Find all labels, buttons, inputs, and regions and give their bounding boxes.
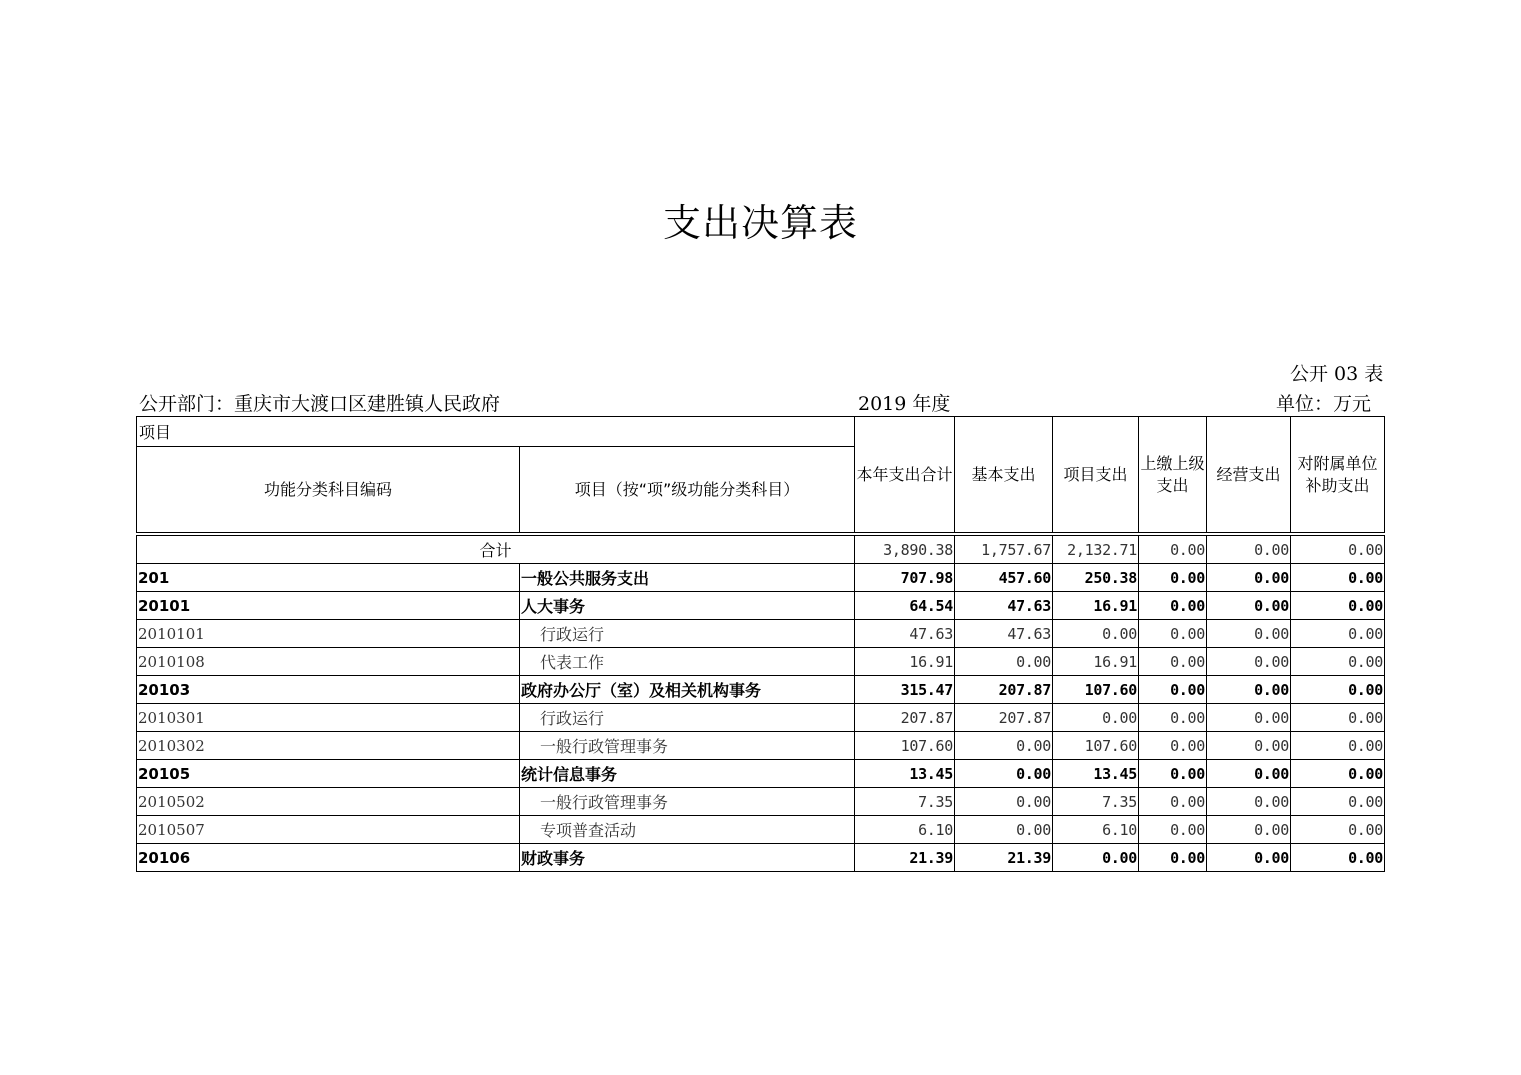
year-label: 2019 年度: [858, 393, 951, 415]
table-row: [137, 732, 1385, 760]
row-code: 2010507: [137, 816, 520, 844]
total-value: 1,757.67: [955, 536, 1053, 564]
total-value: 0.00: [1291, 536, 1385, 564]
row-value: 0.00: [1291, 844, 1385, 872]
row-value: 107.60: [855, 732, 955, 760]
total-value: 3,890.38: [855, 536, 955, 564]
row-name: 财政事务: [520, 844, 855, 872]
header-project: 项目支出: [1053, 417, 1139, 533]
row-code: 2010502: [137, 788, 520, 816]
row-value: 6.10: [855, 816, 955, 844]
row-value: 0.00: [1291, 564, 1385, 592]
row-code: 20101: [137, 592, 520, 620]
row-value: 16.91: [1053, 592, 1139, 620]
row-code: 201: [137, 564, 520, 592]
row-value: 0.00: [1139, 844, 1207, 872]
row-value: 0.00: [955, 648, 1053, 676]
total-value: 0.00: [1207, 536, 1291, 564]
header-item: 项目: [137, 417, 855, 447]
row-code: 2010301: [137, 704, 520, 732]
row-value: 0.00: [1053, 620, 1139, 648]
row-value: 207.87: [955, 676, 1053, 704]
row-code: 2010101: [137, 620, 520, 648]
row-name: 统计信息事务: [520, 760, 855, 788]
header-business: 经营支出: [1207, 417, 1291, 533]
row-value: 0.00: [1207, 676, 1291, 704]
row-value: 0.00: [1207, 648, 1291, 676]
row-value: 64.54: [855, 592, 955, 620]
row-code: 20105: [137, 760, 520, 788]
row-value: 207.87: [855, 704, 955, 732]
row-value: 0.00: [955, 760, 1053, 788]
row-value: 0.00: [1207, 620, 1291, 648]
row-name: 行政运行: [520, 704, 855, 732]
row-value: 0.00: [1207, 592, 1291, 620]
row-value: 0.00: [1139, 676, 1207, 704]
row-name: 一般行政管理事务: [520, 788, 855, 816]
row-value: 0.00: [1291, 592, 1385, 620]
row-value: 107.60: [1053, 676, 1139, 704]
table-row: [137, 844, 1385, 872]
row-code: 20103: [137, 676, 520, 704]
row-value: 7.35: [1053, 788, 1139, 816]
row-value: 0.00: [1207, 844, 1291, 872]
total-row: [137, 536, 1385, 564]
row-value: 0.00: [1207, 732, 1291, 760]
row-value: 47.63: [955, 620, 1053, 648]
table-row: [137, 788, 1385, 816]
row-value: 0.00: [1139, 592, 1207, 620]
row-value: 0.00: [1139, 620, 1207, 648]
header-total: 本年支出合计: [855, 417, 955, 533]
row-value: 47.63: [855, 620, 955, 648]
table-row: [137, 620, 1385, 648]
row-code: 2010302: [137, 732, 520, 760]
header-name: 项目（按“项”级功能分类科目）: [520, 447, 855, 533]
row-value: 707.98: [855, 564, 955, 592]
row-value: 0.00: [1291, 648, 1385, 676]
row-value: 0.00: [1291, 620, 1385, 648]
row-value: 0.00: [1139, 704, 1207, 732]
row-value: 0.00: [1291, 732, 1385, 760]
table-row: [137, 648, 1385, 676]
row-value: 207.87: [955, 704, 1053, 732]
row-value: 13.45: [855, 760, 955, 788]
row-value: 107.60: [1053, 732, 1139, 760]
row-name: 一般公共服务支出: [520, 564, 855, 592]
row-value: 0.00: [1207, 760, 1291, 788]
row-value: 0.00: [1291, 816, 1385, 844]
row-code: 2010108: [137, 648, 520, 676]
header-subsidy: 对附属单位补助支出: [1291, 417, 1385, 533]
row-value: 315.47: [855, 676, 955, 704]
row-value: 0.00: [1207, 788, 1291, 816]
row-name: 一般行政管理事务: [520, 732, 855, 760]
row-value: 7.35: [855, 788, 955, 816]
row-value: 0.00: [1139, 648, 1207, 676]
row-value: 0.00: [1053, 844, 1139, 872]
header-upper: 上缴上级支出: [1139, 417, 1207, 533]
table-row: [137, 564, 1385, 592]
row-value: 0.00: [1207, 816, 1291, 844]
row-value: 6.10: [1053, 816, 1139, 844]
row-value: 21.39: [855, 844, 955, 872]
unit-label: 单位：万元: [1276, 393, 1372, 415]
table-row: [137, 760, 1385, 788]
row-value: 0.00: [1291, 676, 1385, 704]
row-value: 0.00: [1291, 788, 1385, 816]
row-value: 0.00: [1139, 564, 1207, 592]
row-value: 0.00: [1139, 816, 1207, 844]
row-value: 21.39: [955, 844, 1053, 872]
row-value: 0.00: [955, 816, 1053, 844]
row-value: 457.60: [955, 564, 1053, 592]
row-value: 47.63: [955, 592, 1053, 620]
table-row: [137, 676, 1385, 704]
row-value: 0.00: [1207, 564, 1291, 592]
row-value: 0.00: [1053, 704, 1139, 732]
row-value: 0.00: [1139, 788, 1207, 816]
table-row: [137, 816, 1385, 844]
row-value: 0.00: [955, 788, 1053, 816]
department-label: 公开部门：重庆市大渡口区建胜镇人民政府: [139, 393, 501, 415]
row-value: 0.00: [1207, 704, 1291, 732]
row-value: 0.00: [955, 732, 1053, 760]
row-value: 16.91: [855, 648, 955, 676]
row-value: 13.45: [1053, 760, 1139, 788]
total-label: 合计: [137, 536, 855, 564]
row-code: 20106: [137, 844, 520, 872]
row-name: 代表工作: [520, 648, 855, 676]
row-value: 0.00: [1139, 732, 1207, 760]
header-code: 功能分类科目编码: [137, 447, 520, 533]
row-name: 专项普查活动: [520, 816, 855, 844]
row-value: 16.91: [1053, 648, 1139, 676]
header-basic: 基本支出: [955, 417, 1053, 533]
total-value: 2,132.71: [1053, 536, 1139, 564]
total-value: 0.00: [1139, 536, 1207, 564]
row-value: 0.00: [1139, 760, 1207, 788]
table-row: [137, 704, 1385, 732]
table-code: 公开 03 表: [1290, 363, 1384, 385]
expenditure-table: [136, 416, 1385, 872]
row-value: 0.00: [1291, 760, 1385, 788]
row-value: 250.38: [1053, 564, 1139, 592]
page-title: 支出决算表: [662, 201, 858, 245]
row-name: 政府办公厅（室）及相关机构事务: [520, 676, 855, 704]
row-value: 0.00: [1291, 704, 1385, 732]
row-name: 人大事务: [520, 592, 855, 620]
row-name: 行政运行: [520, 620, 855, 648]
table-row: [137, 592, 1385, 620]
